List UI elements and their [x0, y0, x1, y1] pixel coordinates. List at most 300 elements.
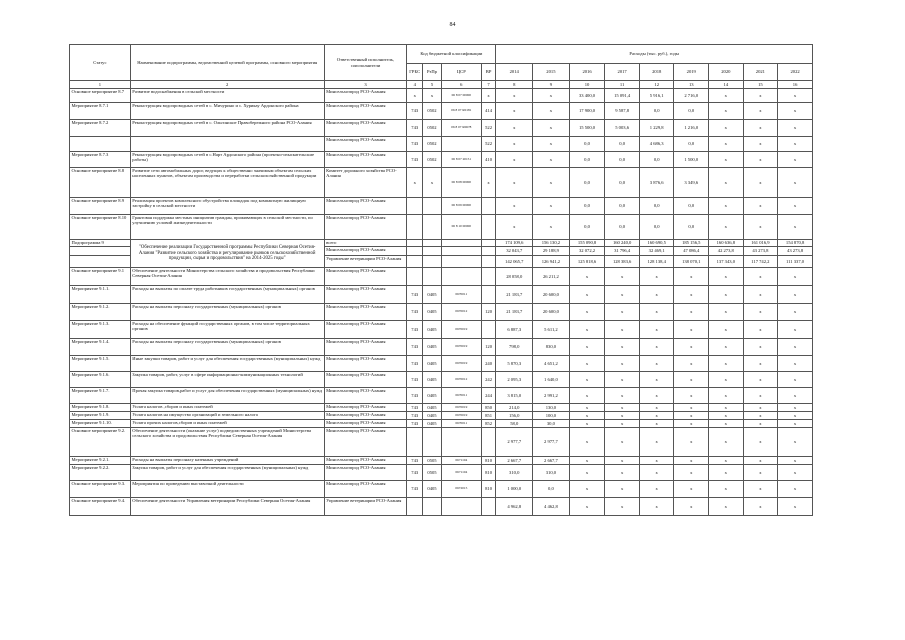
- row-value: x: [569, 286, 605, 304]
- row-value: x: [778, 481, 813, 498]
- row-value: x: [778, 388, 813, 404]
- row-value: x: [674, 304, 709, 321]
- row-value: x: [743, 339, 778, 356]
- row-status: Мероприятие 9.1.10.: [70, 420, 131, 428]
- row-csr: 06 8 07 00000: [441, 89, 481, 103]
- row-executor: Управление ветеринарии РСО-Алания: [324, 256, 407, 268]
- row-value: 1 000,0: [496, 481, 533, 498]
- row-value: x: [605, 339, 640, 356]
- header-col-number: 6: [441, 81, 481, 89]
- row-value: 0,0: [674, 215, 709, 240]
- row-executor: Минсельхозпрод РСО-Алания: [324, 339, 407, 356]
- row-value: x: [709, 89, 744, 103]
- row-value: x: [709, 120, 744, 137]
- row-value: x: [569, 404, 605, 412]
- row-vr: [481, 240, 496, 247]
- table-body: [70, 89, 813, 516]
- header-year: 2021: [743, 64, 778, 81]
- row-name: Уплата прочих налогов,сборов и иных платежей: [130, 420, 324, 428]
- row-csr: 0670019: [441, 321, 481, 339]
- row-value: 0,0: [569, 152, 605, 168]
- row-rzpr: 0405: [423, 404, 442, 412]
- row-value: 185 156,5: [674, 240, 709, 247]
- row-vr: 120: [481, 339, 496, 356]
- row-value: x: [639, 388, 674, 404]
- row-executor: Минсельхозпрод РСО-Алания: [324, 89, 407, 103]
- row-value: 43 273,8: [743, 247, 778, 256]
- row-value: 125 818,6: [569, 256, 605, 268]
- row-grbs: [407, 256, 423, 268]
- row-executor: Минсельхозпрод РСО-Алания: [324, 388, 407, 404]
- row-status: Мероприятие 9.1.3.: [70, 321, 131, 339]
- row-rzpr: [423, 247, 442, 256]
- row-value: x: [778, 137, 813, 152]
- row-name: Реконструкция водопроводных сетей в с.Нарт Ардонского района (проектно-изыскательские работы): [130, 152, 324, 168]
- row-value: x: [709, 198, 744, 215]
- row-value: 160 240,0: [605, 240, 640, 247]
- row-value: 161 016,9: [743, 240, 778, 247]
- header-col-number: 5: [423, 81, 442, 89]
- row-value: x: [605, 372, 640, 388]
- header-col-number: 12: [639, 81, 674, 89]
- row-grbs: 743: [407, 286, 423, 304]
- row-status: Подпрограмма 9: [70, 240, 131, 247]
- row-value: 58,0: [496, 420, 533, 428]
- header-year: 2019: [674, 64, 709, 81]
- row-rzpr: x: [423, 168, 442, 198]
- row-value: 6 887,3: [496, 321, 533, 339]
- row-value: x: [709, 137, 744, 152]
- table-row: [70, 481, 813, 498]
- row-value: x: [605, 404, 640, 412]
- row-value: 0,0: [639, 103, 674, 120]
- row-name: Расходы на выплаты персоналу государственных (муниципальных) органов: [130, 304, 324, 321]
- row-value: x: [639, 356, 674, 372]
- row-csr: [441, 240, 481, 247]
- row-value: x: [709, 103, 744, 120]
- row-name: Грантовая поддержка местных инициатив граждан, проживающих в сельской местности, по улучшению условий жизнедеятельности: [130, 215, 324, 240]
- row-value: 830,0: [533, 339, 570, 356]
- row-value: 174 109,6: [496, 240, 533, 247]
- row-value: x: [778, 215, 813, 240]
- row-value: x: [605, 465, 640, 481]
- row-status: Основное мероприятие 9.1: [70, 268, 131, 286]
- header-csr: ЦСР: [441, 64, 481, 81]
- row-value: 155 090,8: [569, 240, 605, 247]
- row-grbs: 743: [407, 457, 423, 465]
- header-col-number: 9: [533, 81, 570, 89]
- header-rzpr: РзПр: [423, 64, 442, 81]
- row-value: x: [778, 498, 813, 516]
- row-grbs: [407, 498, 423, 516]
- table-row: [70, 465, 813, 481]
- row-value: x: [674, 356, 709, 372]
- row-value: x: [743, 321, 778, 339]
- row-grbs: 743: [407, 388, 423, 404]
- row-vr: x: [481, 168, 496, 198]
- row-csr: [441, 256, 481, 268]
- row-vr: [481, 256, 496, 268]
- row-name: Обеспечение деятельности (оказание услуг) подведомственных учреждений Министерства сельского хозяйства и продовольствия Республики Северная Осетия-Алания: [130, 428, 324, 457]
- row-executor: Минсельхозпрод РСО-Алания: [324, 286, 407, 304]
- row-status: Мероприятие 9.2.2.: [70, 465, 131, 481]
- row-value: x: [496, 215, 533, 240]
- row-value: x: [605, 457, 640, 465]
- row-status: Мероприятие 9.1.1.: [70, 286, 131, 304]
- row-value: 160 636,8: [709, 240, 744, 247]
- row-value: 5 003,6: [605, 120, 640, 137]
- row-value: x: [533, 152, 570, 168]
- row-value: x: [639, 465, 674, 481]
- row-status: Основное мероприятие 8.9: [70, 198, 131, 215]
- row-value: x: [674, 286, 709, 304]
- row-grbs: 743: [407, 356, 423, 372]
- row-value: x: [605, 481, 640, 498]
- row-status: [70, 256, 131, 268]
- row-value: x: [569, 356, 605, 372]
- row-executor: всего: [324, 240, 407, 247]
- header-grbs: ГРБС: [407, 64, 423, 81]
- row-value: x: [709, 152, 744, 168]
- row-value: x: [674, 388, 709, 404]
- header-col-number: 1: [70, 81, 131, 89]
- row-grbs: 743: [407, 412, 423, 420]
- row-value: x: [605, 412, 640, 420]
- row-value: 128 138,4: [639, 256, 674, 268]
- row-value: 33 400,0: [569, 89, 605, 103]
- row-value: x: [605, 286, 640, 304]
- row-value: x: [496, 120, 533, 137]
- row-value: 0,0: [605, 198, 640, 215]
- row-value: x: [674, 268, 709, 286]
- row-value: 32 072,2: [569, 247, 605, 256]
- row-vr: 810: [481, 457, 496, 465]
- row-csr: 06 8 09 00000: [441, 198, 481, 215]
- header-col-number: 15: [743, 81, 778, 89]
- row-value: x: [778, 268, 813, 286]
- row-value: x: [709, 412, 744, 420]
- row-value: 4 962,8: [496, 498, 533, 516]
- row-status: Основное мероприятие 8.10: [70, 215, 131, 240]
- header-status: Статус: [70, 45, 131, 81]
- row-value: x: [778, 457, 813, 465]
- row-name: Уплата налогов на имущество организаций и земельного налога: [130, 412, 324, 420]
- header-col-number: 2: [130, 81, 324, 89]
- row-value: x: [778, 404, 813, 412]
- header-year: 2022: [778, 64, 813, 81]
- header-year: 2015: [533, 64, 570, 81]
- row-executor: Минсельхозпрод РСО-Алания: [324, 304, 407, 321]
- row-value: 3 815,0: [496, 388, 533, 404]
- header-col-number: 3: [324, 81, 407, 89]
- row-value: x: [569, 420, 605, 428]
- row-csr: [441, 498, 481, 516]
- row-status: Основное мероприятие 8.8: [70, 168, 131, 198]
- row-value: x: [569, 321, 605, 339]
- row-status: Основное мероприятие 9.4.: [70, 498, 131, 516]
- row-executor: Минсельхозпрод РСО-Алания: [324, 404, 407, 412]
- row-executor: Минсельхозпрод РСО-Алания: [324, 268, 407, 286]
- row-value: x: [605, 498, 640, 516]
- row-value: x: [496, 168, 533, 198]
- row-value: 310,0: [533, 465, 570, 481]
- row-status: Мероприятие 9.1.5.: [70, 356, 131, 372]
- row-status: Мероприятие 9.1.6.: [70, 372, 131, 388]
- row-value: 128 383,6: [605, 256, 640, 268]
- row-value: x: [709, 372, 744, 388]
- row-vr: 242: [481, 372, 496, 388]
- row-value: x: [674, 498, 709, 516]
- row-value: x: [674, 412, 709, 420]
- row-executor: Минсельхозпрод РСО-Алания: [324, 428, 407, 457]
- row-csr: 0670011: [441, 420, 481, 428]
- header-year: 2014: [496, 64, 533, 81]
- row-value: x: [605, 420, 640, 428]
- table-row: [70, 304, 813, 321]
- row-status: Мероприятие 8.7.2: [70, 120, 131, 137]
- row-value: x: [778, 356, 813, 372]
- table-row: [70, 339, 813, 356]
- header-col-number: 7: [481, 81, 496, 89]
- row-value: 0,0: [639, 215, 674, 240]
- row-status: Мероприятие 9.2.1.: [70, 457, 131, 465]
- row-rzpr: 0505: [423, 465, 442, 481]
- row-grbs: 743: [407, 103, 423, 120]
- row-executor: Минсельхозпрод РСО-Алания: [324, 247, 407, 256]
- row-value: x: [674, 404, 709, 412]
- row-vr: [481, 215, 496, 240]
- row-value: 1 216,0: [674, 120, 709, 137]
- row-grbs: [407, 215, 423, 240]
- table-row: [70, 137, 813, 152]
- row-vr: [481, 268, 496, 286]
- row-value: x: [743, 428, 778, 457]
- row-value: x: [533, 198, 570, 215]
- row-value: 2 977,7: [496, 428, 533, 457]
- row-value: x: [496, 137, 533, 152]
- row-rzpr: [423, 198, 442, 215]
- row-value: 1 640,0: [533, 372, 570, 388]
- row-value: x: [743, 304, 778, 321]
- row-status: Мероприятие 9.1.4.: [70, 339, 131, 356]
- row-value: x: [709, 168, 744, 198]
- row-value: 100,0: [533, 412, 570, 420]
- row-status: [70, 247, 131, 256]
- table-row: [70, 356, 813, 372]
- row-value: x: [743, 89, 778, 103]
- row-value: x: [569, 481, 605, 498]
- row-value: x: [569, 304, 605, 321]
- row-value: 0,0: [569, 215, 605, 240]
- row-vr: 522: [481, 120, 496, 137]
- row-value: x: [743, 120, 778, 137]
- row-rzpr: 0405: [423, 304, 442, 321]
- row-value: x: [743, 481, 778, 498]
- row-value: 0,0: [639, 198, 674, 215]
- row-value: x: [778, 412, 813, 420]
- table-row: [70, 89, 813, 103]
- row-executor: Минсельхозпрод РСО-Алания: [324, 198, 407, 215]
- row-value: 3 876,6: [639, 168, 674, 198]
- row-name: Обеспечение деятельности Управления ветеринарии Республики Северная Осетия-Алания: [130, 498, 324, 516]
- row-value: x: [743, 198, 778, 215]
- row-value: x: [674, 339, 709, 356]
- row-value: 20 600,0: [533, 304, 570, 321]
- row-vr: [481, 286, 496, 304]
- table-row: [70, 420, 813, 428]
- row-grbs: 743: [407, 465, 423, 481]
- row-rzpr: [423, 215, 442, 240]
- row-value: x: [639, 428, 674, 457]
- row-rzpr: [423, 240, 442, 247]
- row-value: x: [709, 339, 744, 356]
- row-csr: 0672015: [441, 481, 481, 498]
- row-vr: 810: [481, 465, 496, 481]
- row-rzpr: 0405: [423, 286, 442, 304]
- row-value: 0,0: [533, 481, 570, 498]
- row-value: x: [533, 89, 570, 103]
- row-executor: Управление ветеринарии РСО-Алания: [324, 498, 407, 516]
- row-value: x: [496, 103, 533, 120]
- row-value: x: [674, 457, 709, 465]
- row-grbs: 743: [407, 152, 423, 168]
- row-executor: Минсельхозпрод РСО-Алания: [324, 137, 407, 152]
- row-grbs: 743: [407, 120, 423, 137]
- row-value: 137 343,0: [709, 256, 744, 268]
- row-executor: Минсельхозпрод РСО-Алания: [324, 420, 407, 428]
- header-col-numbers: [70, 81, 813, 89]
- row-name: Мероприятия по проведению выставочной деятельности: [130, 481, 324, 498]
- row-value: x: [639, 412, 674, 420]
- row-value: 0,0: [674, 198, 709, 215]
- row-value: x: [569, 388, 605, 404]
- row-rzpr: 0405: [423, 412, 442, 420]
- row-value: x: [743, 404, 778, 412]
- row-value: x: [743, 457, 778, 465]
- row-value: x: [743, 168, 778, 198]
- row-executor: Минсельхозпрод РСО-Алания: [324, 412, 407, 420]
- row-vr: 414: [481, 103, 496, 120]
- row-value: 117 742,2: [743, 256, 778, 268]
- row-executor: Минсельхозпрод РСО-Алания: [324, 356, 407, 372]
- row-name: Закупка товаров, работ, услуг в сфере информационно-коммуникационных технологий: [130, 372, 324, 388]
- row-vr: 240: [481, 356, 496, 372]
- table-row: [70, 388, 813, 404]
- row-value: x: [569, 498, 605, 516]
- row-vr: 410: [481, 152, 496, 168]
- row-vr: 810: [481, 481, 496, 498]
- row-value: 2 977,7: [533, 428, 570, 457]
- table-row: [70, 321, 813, 339]
- row-value: x: [674, 481, 709, 498]
- row-value: 0,0: [605, 215, 640, 240]
- row-csr: [441, 428, 481, 457]
- header-year: 2016: [569, 64, 605, 81]
- row-csr: 0670011: [441, 388, 481, 404]
- row-value: x: [639, 481, 674, 498]
- row-value: x: [778, 103, 813, 120]
- row-rzpr: [423, 256, 442, 268]
- row-csr: 06 8 10 00000: [441, 215, 481, 240]
- row-status: Основное мероприятие 9.3.: [70, 481, 131, 498]
- row-name: Расходы на обеспечение функций государственных органов, в том числе территориальных органов: [130, 321, 324, 339]
- row-rzpr: 0405: [423, 356, 442, 372]
- row-value: x: [778, 339, 813, 356]
- row-executor: Минсельхозпрод РСО-Алания: [324, 215, 407, 240]
- row-csr: 0670019: [441, 412, 481, 420]
- row-value: x: [709, 304, 744, 321]
- row-value: 0,0: [569, 198, 605, 215]
- table-row: [70, 120, 813, 137]
- row-vr: [481, 321, 496, 339]
- row-value: x: [605, 321, 640, 339]
- row-executor: Минсельхозпрод РСО-Алания: [324, 465, 407, 481]
- table-row: [70, 404, 813, 412]
- row-value: x: [605, 268, 640, 286]
- row-rzpr: 0405: [423, 481, 442, 498]
- table-row: [70, 198, 813, 215]
- table-row: [70, 215, 813, 240]
- row-executor: Минсельхозпрод РСО-Алания: [324, 372, 407, 388]
- row-rzpr: [423, 428, 442, 457]
- row-value: x: [709, 321, 744, 339]
- table-row: [70, 286, 813, 304]
- row-executor: Минсельхозпрод РСО-Алания: [324, 457, 407, 465]
- row-rzpr: 0405: [423, 321, 442, 339]
- row-value: x: [778, 465, 813, 481]
- row-value: 5 870,3: [496, 356, 533, 372]
- row-value: 154 870,8: [778, 240, 813, 247]
- header-year: 2017: [605, 64, 640, 81]
- header-col-number: 4: [407, 81, 423, 89]
- row-value: x: [743, 420, 778, 428]
- row-value: x: [533, 137, 570, 152]
- table-row: [70, 240, 813, 247]
- row-rzpr: 0502: [423, 103, 442, 120]
- row-rzpr: x: [423, 89, 442, 103]
- row-name: Реконструкция водопроводных сетей в с. Ольгинское Правобережного района РСО-Алания: [130, 120, 324, 137]
- row-vr: 120: [481, 304, 496, 321]
- row-value: 21 183,7: [496, 304, 533, 321]
- row-value: x: [639, 321, 674, 339]
- row-value: x: [709, 428, 744, 457]
- row-value: x: [743, 152, 778, 168]
- row-executor: Комитет дорожного хозяйства РСО-Алания: [324, 168, 407, 198]
- row-csr: 0671104: [441, 465, 481, 481]
- row-value: x: [778, 168, 813, 198]
- row-value: 138 070,1: [674, 256, 709, 268]
- row-status: Мероприятие 9.1.7.: [70, 388, 131, 404]
- row-value: 29 188,9: [533, 247, 570, 256]
- row-grbs: 743: [407, 404, 423, 412]
- row-grbs: [407, 240, 423, 247]
- row-name: Иные закупки товаров, работ и услуг для обеспечения государственных (муниципальных) нужд: [130, 356, 324, 372]
- row-name: Закупка товаров, работ и услуг для обеспечения государственных (муниципальных) нужд: [130, 465, 324, 481]
- row-grbs: [407, 247, 423, 256]
- row-value: x: [743, 356, 778, 372]
- row-csr: [441, 247, 481, 256]
- row-grbs: 743: [407, 339, 423, 356]
- row-rzpr: [423, 268, 442, 286]
- row-rzpr: 0505: [423, 457, 442, 465]
- row-name: Реконструкция водопроводных сетей в с. Мичурино и с. Хурикау Ардонского района: [130, 103, 324, 120]
- row-value: x: [639, 498, 674, 516]
- row-value: 0,0: [569, 168, 605, 198]
- row-csr: [441, 268, 481, 286]
- row-name: Расходы на выплаты персоналу государственных (муниципальных) органов: [130, 339, 324, 356]
- row-value: x: [709, 404, 744, 412]
- header-col-number: 14: [709, 81, 744, 89]
